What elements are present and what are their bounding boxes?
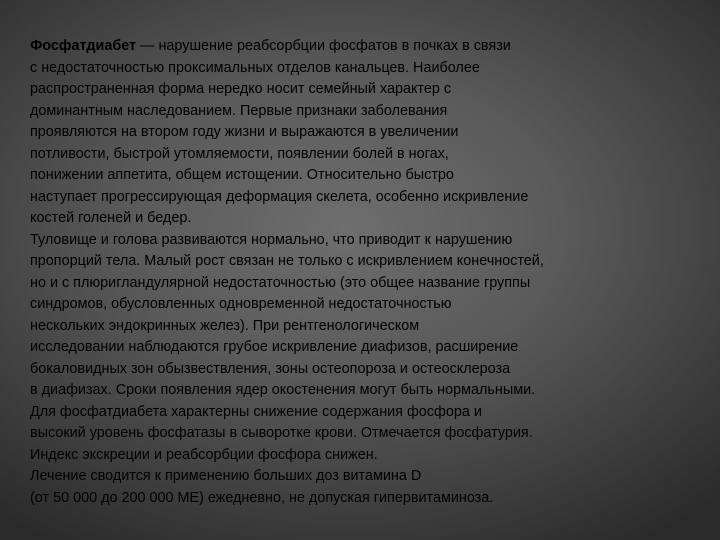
term-heading: Фосфатдиабет	[30, 38, 137, 54]
text-line-7: понижении аппетита, общем истощении. Относительно быстро	[30, 167, 454, 183]
text-line-20: Индекс экскреции и реабсорбции фосфора снижен.	[30, 446, 378, 463]
text-line-2: с недостаточностью проксимальных отделов канальцев. Наиболее	[30, 59, 480, 76]
text-line-1	[30, 36, 700, 58]
text-line-12: но и с плюригландулярной недостаточностью (это общее название группы	[30, 274, 531, 291]
text-line-21: Лечение сводится к применению больших доз витамина D	[30, 468, 422, 484]
text-line-10: Туловище и голова развиваются нормально, что приводит к нарушению	[30, 231, 513, 248]
text-line-11: пропорций тела. Малый рост связан не только с искривлением конечностей,	[30, 253, 544, 269]
text-line-6: потливости, быстрой утомляемости, появлении болей в ногах,	[30, 145, 449, 162]
text-line-9: костей голеней и бедер.	[30, 210, 192, 226]
text-line-4: доминантным наследованием. Первые признаки заболевания	[30, 102, 448, 119]
text-line-8: наступает прогрессирующая деформация скелета, особенно искривление	[30, 188, 529, 205]
definition-text: — нарушение реабсорбции фосфатов в почках в связи	[136, 38, 511, 54]
text-line-18: Для фосфатдиабета характерны снижение содержания фосфора и	[30, 403, 482, 420]
slide-body-text	[30, 36, 700, 509]
text-line-5: проявляются на втором году жизни и выражаются в увеличении	[30, 124, 459, 140]
text-line-16: бокаловидных зон обызвествления, зоны остеопороза и остеосклероза	[30, 360, 511, 377]
text-line-19: высокий уровень фосфатазы в сыворотке крови. Отмечается фосфатурия.	[30, 425, 533, 441]
text-line-3: распространенная форма нередко носит семейный характер с	[30, 81, 452, 97]
text-line-17: в диафизах. Сроки появления ядер окостенения могут быть нормальными.	[30, 382, 536, 398]
text-line-22: (от 50 000 до 200 000 МЕ) ежедневно, не допуская гипервитаминоза.	[30, 489, 494, 506]
text-line-13: синдромов, обусловленных одновременной недостаточностью	[30, 296, 452, 312]
text-line-15: исследовании наблюдаются грубое искривление диафизов, расширение	[30, 339, 519, 355]
text-line-14: нескольких эндокринных желез). При рентгенологическом	[30, 317, 420, 334]
